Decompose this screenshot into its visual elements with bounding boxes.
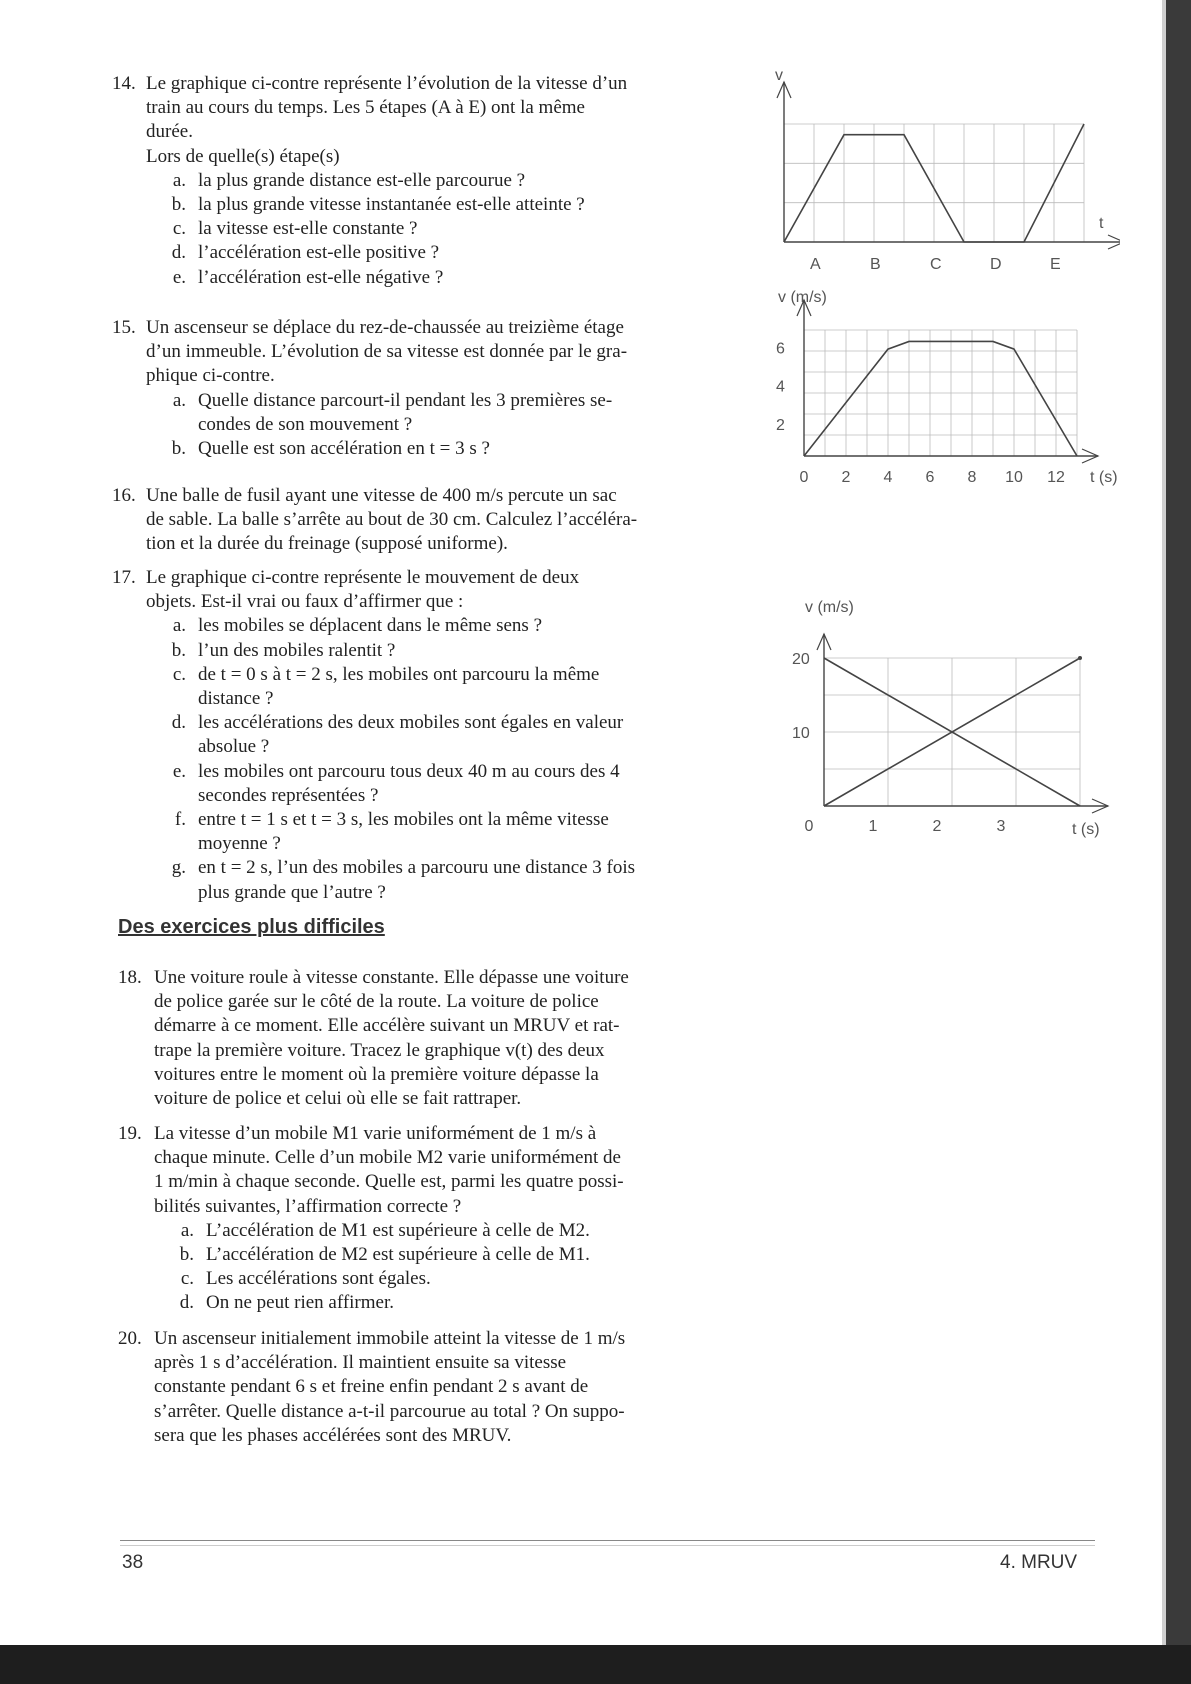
- chapter-title: 4. MRUV: [1000, 1552, 1078, 1573]
- text-line: tion et la durée du freinage (supposé uniforme).: [146, 533, 508, 555]
- question-number: 15.: [112, 317, 136, 338]
- text-line: Une balle de fusil ayant une vitesse de 400 m/s percute un sac: [146, 485, 617, 506]
- question-number: 16.: [112, 485, 136, 506]
- x-tick-label: 0: [804, 818, 814, 835]
- series-line: [804, 341, 1077, 456]
- text-line: sera que les phases accélérées sont des MRUV.: [154, 1424, 512, 1446]
- sub-item: b. L’accélération de M2 est supérieure à celle de M1.: [179, 1244, 590, 1266]
- text-line: chaque minute. Celle d’un mobile M2 varie uniformément de: [154, 1147, 621, 1169]
- sub-item: d. On ne peut rien affirmer.: [179, 1292, 394, 1314]
- question-15: [110, 316, 750, 461]
- stage-label: C: [930, 256, 942, 273]
- stage-labels: [810, 256, 1061, 273]
- sub-item: c. Les accélérations sont égales.: [180, 1268, 431, 1290]
- sub-item: g. en t = 2 s, l’un des mobiles a parcouru une distance 3 fois plus grande que l’autre ?: [171, 857, 636, 903]
- stage-label: D: [990, 256, 1002, 273]
- y-axis-label: v (m/s): [778, 289, 827, 306]
- y-tick-label: 20: [792, 651, 810, 668]
- question-18: [110, 966, 750, 1111]
- scan-border-right: [1166, 0, 1191, 1684]
- text-line: 1 m/min à chaque seconde. Quelle est, parmi les quatre possi-: [154, 1171, 624, 1193]
- text-line: voitures entre le moment où la première voiture dépasse la: [154, 1063, 599, 1085]
- x-tick-label: 6: [925, 469, 935, 486]
- x-tick-label: 8: [967, 469, 977, 486]
- text-line: s’arrêter. Quelle distance a-t-il parcourue au total ? On suppo-: [154, 1400, 625, 1422]
- sub-item: a. la plus grande distance est-elle parcourue ?: [172, 169, 526, 191]
- footer-rule: [120, 1545, 1095, 1546]
- y-tick-label: 10: [792, 725, 810, 742]
- sub-item: e. l’accélération est-elle négative ?: [172, 266, 444, 288]
- y-tick-labels: [792, 651, 810, 742]
- y-tick-label: 6: [776, 340, 785, 358]
- question-text: [154, 1327, 750, 1448]
- text-line: Lors de quelle(s) étape(s): [146, 145, 340, 167]
- text-line: voiture de police et celui où elle se fait rattraper.: [154, 1088, 522, 1110]
- question-number: 14.: [112, 73, 136, 94]
- stage-label: A: [810, 256, 821, 273]
- sub-item: b. Quelle est son accélération en t = 3 s ?: [171, 438, 490, 460]
- x-tick-labels: [805, 818, 1006, 835]
- chart-elevator-velocity: [770, 288, 1130, 488]
- sub-item: c. la vitesse est-elle constante ?: [172, 218, 418, 240]
- text-line: après 1 s d’accélération. Il maintient ensuite sa vitesse: [154, 1352, 567, 1374]
- sub-item: a. Quelle distance parcourt-il pendant les 3 premières se- condes de son mouvement ?: [172, 389, 613, 435]
- text-line: de police garée sur le côté de la route. La voiture de police: [154, 991, 599, 1013]
- sub-item: f. entre t = 1 s et t = 3 s, les mobiles ont la même vitesse moyenne ?: [174, 809, 609, 855]
- chart-axes: [797, 300, 1098, 463]
- question-text: [154, 1122, 750, 1316]
- text-line: La vitesse d’un mobile M1 varie uniformément de 1 m/s à: [154, 1123, 597, 1144]
- question-text: [146, 484, 750, 557]
- x-tick-label: 4: [883, 469, 893, 486]
- question-17: [110, 566, 750, 905]
- question-text: [146, 72, 750, 290]
- text-line: durée.: [146, 121, 193, 143]
- text-line: d’un immeuble. L’évolution de sa vitesse est donnée par le gra-: [146, 341, 628, 363]
- question-text: [154, 966, 750, 1111]
- chart-axes: [777, 82, 1120, 249]
- text-line: Un ascenseur initialement immobile atteint la vitesse de 1 m/s: [154, 1328, 626, 1349]
- series-endpoint: [1078, 656, 1082, 660]
- chart-grid: [804, 330, 1077, 456]
- x-tick-label: 3: [996, 818, 1006, 835]
- x-tick-label: 0: [799, 469, 809, 486]
- chart-two-objects-velocity: [770, 590, 1130, 840]
- chart-grid: [784, 124, 1084, 242]
- question-20: [110, 1327, 750, 1448]
- question-number: 20.: [118, 1328, 142, 1349]
- section-heading: Des exercices plus difficiles: [118, 916, 385, 938]
- scan-border-bottom: [0, 1645, 1191, 1684]
- x-tick-label: 1: [868, 818, 878, 835]
- sub-item: b. l’un des mobiles ralentit ?: [171, 639, 396, 661]
- x-axis-label: t: [1099, 215, 1104, 232]
- sub-item: c. de t = 0 s à t = 2 s, les mobiles ont parcouru la même distance ?: [172, 663, 600, 710]
- x-tick-label: 12: [1047, 469, 1065, 486]
- sub-item: d. les accélérations des deux mobiles sont égales en valeur absolue ?: [171, 712, 624, 758]
- text-line: objets. Est-il vrai ou faux d’affirmer que :: [146, 591, 464, 613]
- y-tick-label: 4: [776, 378, 785, 396]
- text-line: Un ascenseur se déplace du rez-de-chaussée au treizième étage: [146, 317, 624, 338]
- text-line: train au cours du temps. Les 5 étapes (A à E) ont la même: [146, 97, 585, 119]
- question-number: 18.: [118, 967, 142, 988]
- text-line: Une voiture roule à vitesse constante. Elle dépasse une voiture: [154, 967, 629, 988]
- question-14: [110, 72, 750, 290]
- text-line: trape la première voiture. Tracez le graphique v(t) des deux: [154, 1039, 605, 1061]
- page-number: 38: [122, 1552, 144, 1573]
- x-tick-label: 2: [841, 469, 851, 486]
- sub-item: b. la plus grande vitesse instantanée est-elle atteinte ?: [171, 194, 585, 216]
- text-line: constante pendant 6 s et freine enfin pendant 2 s avant de: [154, 1376, 589, 1398]
- chart-axes: [817, 634, 1108, 813]
- text-line: de sable. La balle s’arrête au bout de 30 cm. Calculez l’accéléra-: [146, 509, 638, 531]
- x-tick-label: 10: [1005, 469, 1023, 486]
- y-tick-label: 2: [776, 416, 785, 434]
- x-tick-labels: [800, 469, 1065, 486]
- y-axis-label: v: [775, 67, 783, 84]
- x-axis-label: t (s): [1090, 469, 1118, 486]
- text-line: démarre à ce moment. Elle accélère suivant un MRUV et rat-: [154, 1015, 620, 1037]
- question-text: [146, 316, 750, 461]
- text-line: phique ci-contre.: [146, 365, 275, 387]
- x-axis-label: t (s): [1072, 821, 1100, 838]
- text-line: bilités suivantes, l’affirmation correcte ?: [154, 1195, 462, 1217]
- question-number: 19.: [118, 1123, 142, 1144]
- sub-item: a. L’accélération de M1 est supérieure à celle de M2.: [180, 1219, 590, 1241]
- x-tick-label: 2: [932, 818, 942, 835]
- footer-rule: [120, 1540, 1095, 1541]
- text-line: Le graphique ci-contre représente l’évolution de la vitesse d’un: [146, 73, 628, 94]
- y-tick-labels: [776, 340, 785, 433]
- chart-train-velocity: [770, 66, 1120, 286]
- sub-item: e. les mobiles ont parcouru tous deux 40 m au cours des 4 secondes représentées ?: [172, 760, 620, 806]
- question-16: [110, 484, 750, 557]
- y-axis-label: v (m/s): [805, 599, 854, 616]
- stage-label: E: [1050, 256, 1061, 273]
- series-lines: [824, 656, 1082, 806]
- text-line: Le graphique ci-contre représente le mouvement de deux: [146, 567, 580, 588]
- question-text: [146, 566, 750, 905]
- question-19: [110, 1122, 750, 1316]
- question-number: 17.: [112, 567, 136, 588]
- stage-label: B: [870, 256, 881, 273]
- sub-item: d. l’accélération est-elle positive ?: [171, 242, 440, 264]
- sub-item: a. les mobiles se déplacent dans le même sens ?: [172, 615, 543, 637]
